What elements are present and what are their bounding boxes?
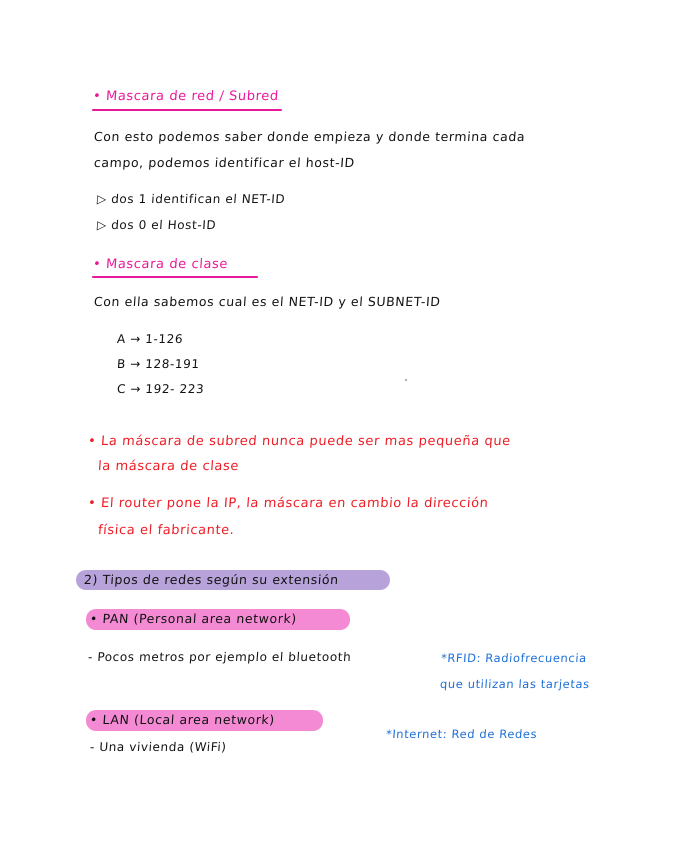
rfid-note-line1: *RFID: Radiofrecuencia bbox=[440, 651, 588, 665]
lan-description: - Una vivienda (WiFi) bbox=[89, 740, 228, 754]
class-c-range: C → 192- 223 bbox=[116, 382, 205, 396]
heading-subnet-mask: • Mascara de red / Subred bbox=[92, 89, 280, 104]
red-note-router-line2: física el fabricante. bbox=[97, 523, 236, 538]
pan-heading: • PAN (Personal area network) bbox=[89, 611, 298, 626]
internet-note: *Internet: Red de Redes bbox=[385, 727, 538, 741]
rfid-note-line2: que utilizan las tarjetas bbox=[439, 677, 591, 691]
ones-net-id-line: ▷ dos 1 identifican el NET-ID bbox=[96, 192, 286, 206]
lan-heading: • LAN (Local area network) bbox=[89, 712, 276, 727]
class-b-range: B → 128-191 bbox=[116, 357, 201, 371]
red-note-subnet-line1: • La máscara de subred nunca puede ser mas pequeña que bbox=[87, 434, 512, 449]
subnet-description-line1: Con esto podemos saber donde empieza y donde termina cada bbox=[93, 129, 526, 144]
pan-description: - Pocos metros por ejemplo el bluetooth bbox=[87, 650, 352, 664]
section-types-heading: 2) Tipos de redes según su extensión bbox=[83, 572, 340, 587]
heading-class-underline bbox=[92, 276, 258, 278]
class-a-range: A → 1-126 bbox=[116, 332, 184, 346]
class-description: Con ella sabemos cual es el NET-ID y el SUBNET-ID bbox=[93, 294, 442, 309]
red-note-router-line1: • El router pone la IP, la máscara en cambio la dirección bbox=[87, 496, 490, 511]
subnet-description-line2: campo, podemos identificar el host-ID bbox=[93, 155, 356, 170]
red-note-subnet-line2: la máscara de clase bbox=[97, 459, 240, 474]
stray-dot bbox=[405, 379, 407, 381]
heading-class-mask: • Mascara de clase bbox=[92, 257, 229, 272]
heading-subnet-underline bbox=[92, 109, 282, 111]
zeros-host-id-line: ▷ dos 0 el Host-ID bbox=[96, 218, 217, 232]
